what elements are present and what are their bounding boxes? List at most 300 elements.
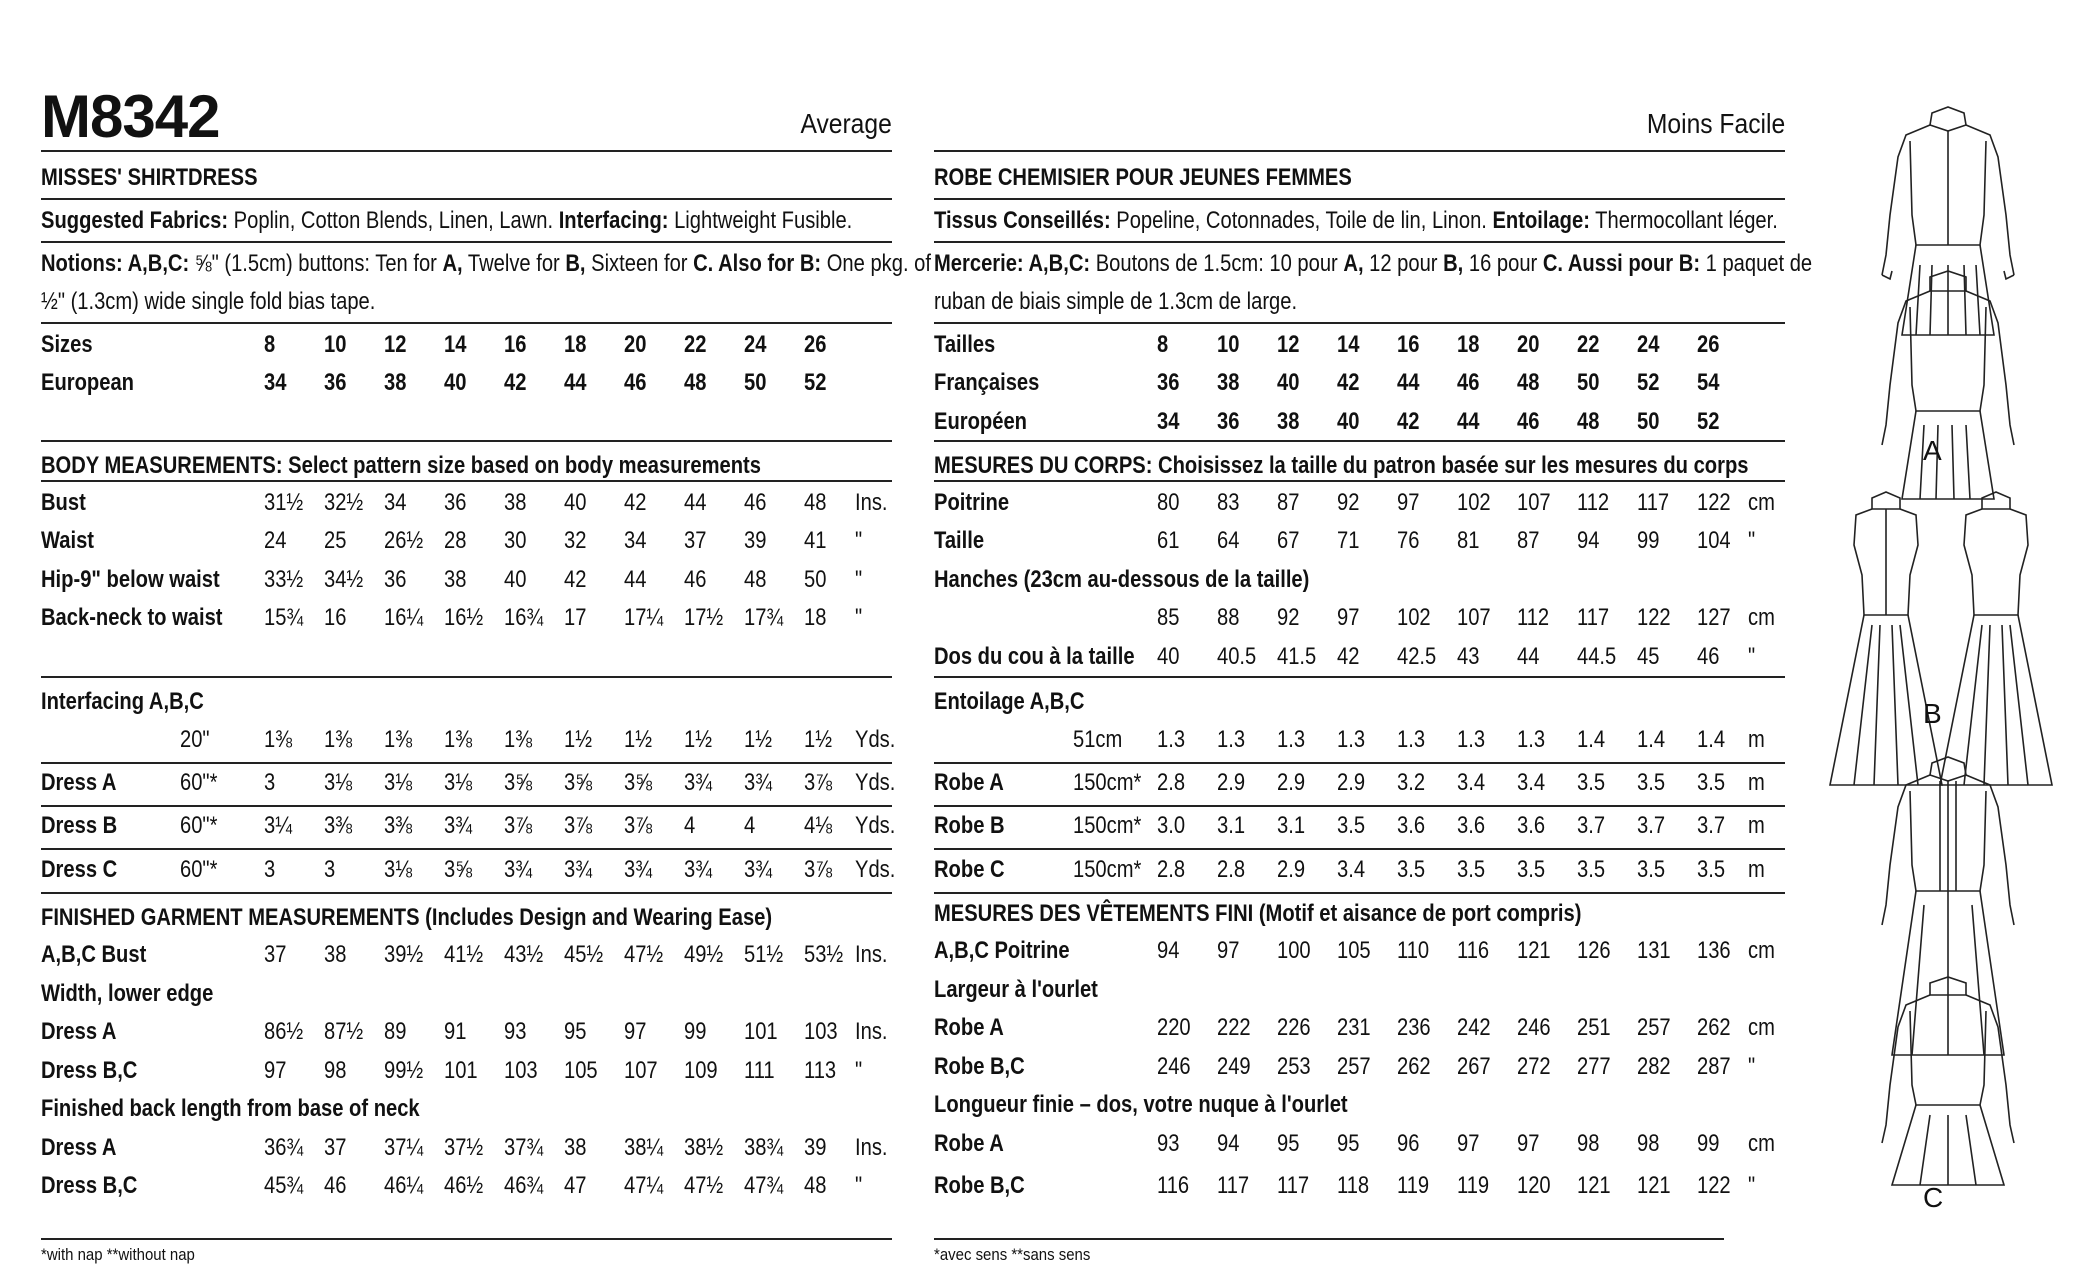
measurement-value: 37¾ — [504, 1134, 544, 1161]
measurement-value: 43 — [1457, 643, 1480, 670]
measurement-value: 24 — [744, 331, 767, 358]
row-label: Robe B,C — [934, 1053, 1025, 1080]
measurement-value: 40 — [1157, 643, 1180, 670]
measurement-value: 2.8 — [1217, 856, 1246, 883]
measurement-value: 249 — [1217, 1053, 1251, 1080]
measurement-value: 97 — [624, 1018, 647, 1045]
measurement-value: 3¾ — [744, 769, 773, 796]
measurement-value: 51½ — [744, 941, 784, 968]
finished-measurements-header: FINISHED GARMENT MEASUREMENTS (Includes Design and Wearing Ease) — [41, 904, 773, 931]
measurement-value: 3⅛ — [384, 769, 413, 796]
view-b-front-sketch — [1830, 492, 1942, 785]
row-label: Dress C — [41, 856, 118, 883]
measurement-value: 26½ — [384, 527, 424, 554]
row-label: Dress A — [41, 1134, 117, 1161]
divider — [934, 848, 1785, 850]
measurement-value: 262 — [1697, 1014, 1731, 1041]
measurement-value: 101 — [444, 1057, 478, 1084]
measurement-value: 81 — [1457, 527, 1480, 554]
measurement-value: 50 — [1637, 408, 1660, 435]
measurement-value: 109 — [684, 1057, 718, 1084]
fabrics-label: Suggested Fabrics: — [41, 207, 229, 234]
measurement-value: 25 — [324, 527, 347, 554]
measurement-value: 112 — [1577, 489, 1610, 516]
measurement-value: 95 — [1337, 1130, 1360, 1157]
pattern-title: ROBE CHEMISIER POUR JEUNES FEMMES — [934, 164, 1352, 191]
measurement-value: 107 — [1457, 604, 1491, 631]
measurement-value: 87 — [1517, 527, 1540, 554]
measurement-value: 17¾ — [744, 604, 784, 631]
measurement-value: 3.6 — [1457, 812, 1486, 839]
notions-segment: Sixteen for — [585, 250, 694, 277]
row-label: A,B,C Poitrine — [934, 937, 1070, 964]
measurement-value: 3⅞ — [564, 812, 593, 839]
measurement-value: 30 — [504, 527, 527, 554]
measurement-value: 257 — [1637, 1014, 1671, 1041]
suggested-fabrics — [934, 207, 1778, 235]
measurement-value: 89 — [384, 1018, 407, 1045]
notions-segment: 12 pour — [1363, 250, 1444, 277]
measurement-value: 231 — [1337, 1014, 1371, 1041]
measurement-value: 1.4 — [1637, 726, 1666, 753]
divider — [41, 1238, 892, 1240]
suggested-fabrics — [41, 207, 852, 235]
measurement-value: 105 — [1337, 937, 1371, 964]
measurement-value: 2.8 — [1157, 856, 1186, 883]
notions-segment: 16 pour — [1463, 250, 1543, 277]
measurement-value: 34½ — [324, 566, 364, 593]
measurement-value: 46½ — [444, 1172, 484, 1199]
measurement-value: 1⅜ — [264, 726, 293, 753]
measurement-value: 34 — [384, 489, 407, 516]
notions-segment: C. Aussi pour B: — [1542, 250, 1701, 277]
measurement-value: 46 — [1697, 643, 1720, 670]
divider — [934, 150, 1785, 152]
measurement-value: 12 — [1277, 331, 1300, 358]
measurement-value: 22 — [1577, 331, 1600, 358]
divider — [41, 322, 892, 324]
measurement-value: 121 — [1637, 1172, 1671, 1199]
unit-label: " — [1748, 1172, 1756, 1199]
unit-label: Yds. — [855, 726, 896, 753]
measurement-value: 3.5 — [1337, 812, 1366, 839]
measurement-value: 1.4 — [1577, 726, 1606, 753]
measurement-value: 3.5 — [1517, 856, 1546, 883]
measurement-value: 17 — [564, 604, 587, 631]
measurement-value: 3.5 — [1577, 856, 1606, 883]
fabric-width: 20" — [180, 726, 210, 753]
measurement-value: 18 — [564, 331, 587, 358]
measurement-value: 3.2 — [1397, 769, 1426, 796]
divider — [934, 762, 1785, 764]
measurement-value: 40 — [444, 369, 467, 396]
notions-line-1 — [934, 250, 1812, 278]
measurement-value: 3¾ — [564, 856, 593, 883]
measurement-value: 40 — [1277, 369, 1300, 396]
measurement-value: 3¾ — [744, 856, 773, 883]
measurement-value: 3¾ — [444, 812, 473, 839]
measurement-value: 97 — [1457, 1130, 1480, 1157]
measurement-value: 39½ — [384, 941, 424, 968]
row-label: Dos du cou à la taille — [934, 643, 1135, 670]
measurement-value: 46¾ — [504, 1172, 544, 1199]
interfacing-label: Entoilage: — [1492, 207, 1590, 234]
measurement-value: 47½ — [624, 941, 664, 968]
measurement-value: 3.6 — [1517, 812, 1546, 839]
view-a-front-sketch — [1882, 107, 2014, 335]
measurement-value: 64 — [1217, 527, 1240, 554]
notions-segment: Boutons de 1.5cm: 10 pour — [1090, 250, 1344, 277]
measurement-value: 46 — [744, 489, 767, 516]
divider — [934, 805, 1785, 807]
measurement-value: 97 — [1397, 489, 1420, 516]
measurement-value: 3⅜ — [384, 812, 413, 839]
measurement-value: 1.3 — [1457, 726, 1486, 753]
measurement-value: 39 — [804, 1134, 827, 1161]
measurement-value: 40 — [564, 489, 587, 516]
measurement-value: 246 — [1157, 1053, 1191, 1080]
measurement-value: 92 — [1337, 489, 1360, 516]
measurement-value: 42.5 — [1397, 643, 1437, 670]
measurement-value: 3.5 — [1637, 856, 1666, 883]
measurement-value: 52 — [1697, 408, 1720, 435]
measurement-value: 47 — [564, 1172, 587, 1199]
measurement-value: 32 — [564, 527, 587, 554]
measurement-value: 52 — [804, 369, 827, 396]
row-label: Robe A — [934, 1014, 1004, 1041]
notions-line-1 — [41, 250, 931, 278]
measurement-value: 10 — [1217, 331, 1240, 358]
measurement-value: 3⅛ — [444, 769, 473, 796]
view-label-c: C — [1923, 1182, 1944, 1213]
measurement-value: 3⅜ — [324, 812, 353, 839]
measurement-value: 122 — [1697, 1172, 1731, 1199]
measurement-value: 36 — [384, 566, 407, 593]
measurement-value: 1½ — [684, 726, 713, 753]
measurement-value: 36 — [1217, 408, 1240, 435]
measurement-value: 43½ — [504, 941, 544, 968]
measurement-value: 99 — [684, 1018, 707, 1045]
unit-label: Ins. — [855, 1134, 888, 1161]
unit-label: m — [1748, 769, 1765, 796]
measurement-value: 122 — [1637, 604, 1671, 631]
measurement-value: 3⅝ — [444, 856, 473, 883]
measurement-value: 119 — [1457, 1172, 1490, 1199]
row-label: Robe B,C — [934, 1172, 1025, 1199]
divider — [41, 150, 892, 152]
measurement-value: 117 — [1277, 1172, 1310, 1199]
measurement-value: 1.3 — [1217, 726, 1246, 753]
measurement-value: 28 — [444, 527, 467, 554]
measurement-value: 39 — [744, 527, 767, 554]
measurement-value: 99½ — [384, 1057, 424, 1084]
measurement-value: 16¾ — [504, 604, 544, 631]
fabric-width: 51cm — [1073, 726, 1123, 753]
measurement-value: 102 — [1457, 489, 1491, 516]
measurement-value: 3⅞ — [804, 769, 833, 796]
measurement-value: 46 — [684, 566, 707, 593]
measurement-value: 48 — [804, 1172, 827, 1199]
measurement-value: 17½ — [684, 604, 724, 631]
measurement-value: 40.5 — [1217, 643, 1257, 670]
measurement-value: 45¾ — [264, 1172, 304, 1199]
measurement-value: 126 — [1577, 937, 1611, 964]
notions-segment: ⅝" (1.5cm) buttons: Ten for — [189, 250, 443, 277]
notions-segment: Also for B: — [713, 250, 822, 277]
measurement-value: 91 — [444, 1018, 467, 1045]
measurement-value: 3.1 — [1277, 812, 1306, 839]
unit-label: " — [1748, 1053, 1756, 1080]
measurement-value: 3⅞ — [804, 856, 833, 883]
notions-segment: Mercerie: A,B,C: — [934, 250, 1091, 277]
measurement-value: 88 — [1217, 604, 1240, 631]
measurement-value: 48 — [1517, 369, 1540, 396]
measurement-value: 226 — [1277, 1014, 1311, 1041]
measurement-value: 3⅝ — [504, 769, 533, 796]
measurement-value: 71 — [1337, 527, 1360, 554]
measurement-value: 86½ — [264, 1018, 304, 1045]
measurement-value: 3⅞ — [624, 812, 653, 839]
measurement-value: 36 — [444, 489, 467, 516]
measurement-value: 1.3 — [1277, 726, 1306, 753]
measurement-value: 3.5 — [1457, 856, 1486, 883]
measurement-value: 267 — [1457, 1053, 1491, 1080]
notions-line-2: ruban de biais simple de 1.3cm de large. — [934, 288, 1298, 315]
measurement-value: 117 — [1577, 604, 1610, 631]
dress-sketches — [1820, 95, 2075, 1215]
measurement-value: 44 — [1397, 369, 1420, 396]
unit-label: cm — [1748, 489, 1775, 516]
measurement-value: 36 — [324, 369, 347, 396]
measurement-value: 42 — [1397, 408, 1420, 435]
row-label: Robe B — [934, 812, 1005, 839]
measurement-value: 34 — [624, 527, 647, 554]
row-label: Taille — [934, 527, 985, 554]
measurement-value: 87½ — [324, 1018, 364, 1045]
measurement-value: 44.5 — [1577, 643, 1617, 670]
unit-label: Ins. — [855, 1018, 888, 1045]
measurement-value: 10 — [324, 331, 347, 358]
notions-segment: A, — [442, 250, 463, 277]
notions-segment: 1 paquet de — [1700, 250, 1813, 277]
measurement-value: 16 — [324, 604, 347, 631]
row-label: Françaises — [934, 369, 1040, 396]
row-label: Finished back length from base of neck — [41, 1095, 420, 1122]
measurement-value: 1½ — [744, 726, 773, 753]
measurement-value: 37½ — [444, 1134, 484, 1161]
measurement-value: 236 — [1397, 1014, 1431, 1041]
measurement-value: 46 — [1457, 369, 1480, 396]
row-label: Largeur à l'ourlet — [934, 976, 1098, 1003]
divider — [934, 892, 1785, 894]
measurement-value: 117 — [1217, 1172, 1250, 1199]
interfacing-label: Interfacing: — [558, 207, 669, 234]
unit-label: m — [1748, 812, 1765, 839]
measurement-value: 3 — [264, 769, 276, 796]
measurement-value: 45½ — [564, 941, 604, 968]
measurement-value: 111 — [744, 1057, 775, 1084]
measurement-value: 47½ — [684, 1172, 724, 1199]
measurement-value: 37¼ — [384, 1134, 424, 1161]
divider — [41, 762, 892, 764]
measurement-value: 112 — [1517, 604, 1550, 631]
measurement-value: 118 — [1337, 1172, 1370, 1199]
row-label: Dress B,C — [41, 1172, 138, 1199]
body-measurements-header: MESURES DU CORPS: Choisissez la taille du patron basée sur les mesures du corps — [934, 452, 1749, 479]
unit-label: " — [855, 527, 863, 554]
measurement-value: 16 — [1397, 331, 1420, 358]
pattern-title: MISSES' SHIRTDRESS — [41, 164, 258, 191]
measurement-value: 50 — [744, 369, 767, 396]
row-label: European — [41, 369, 134, 396]
measurement-value: 1½ — [624, 726, 653, 753]
measurement-value: 282 — [1637, 1053, 1671, 1080]
measurement-value: 87 — [1277, 489, 1300, 516]
measurement-value: 3¾ — [624, 856, 653, 883]
divider — [934, 676, 1785, 678]
finished-measurements-header: MESURES DES VÊTEMENTS FINI (Motif et aisance de port compris) — [934, 900, 1582, 927]
measurement-value: 80 — [1157, 489, 1180, 516]
measurement-value: 107 — [624, 1057, 658, 1084]
measurement-value: 127 — [1697, 604, 1731, 631]
divider — [934, 1238, 1724, 1240]
unit-label: cm — [1748, 604, 1775, 631]
difficulty-level: Average — [800, 108, 892, 139]
notions-segment: C. — [693, 250, 714, 277]
divider — [41, 892, 892, 894]
row-label: Dress B,C — [41, 1057, 138, 1084]
fabric-width: 60"* — [180, 812, 218, 839]
measurement-value: 105 — [564, 1057, 598, 1084]
measurement-value: 1⅜ — [504, 726, 533, 753]
unit-label: cm — [1748, 1130, 1775, 1157]
measurement-value: 41½ — [444, 941, 484, 968]
measurement-value: 85 — [1157, 604, 1180, 631]
divider — [934, 440, 1785, 442]
measurement-value: 3.5 — [1697, 769, 1726, 796]
measurement-value: 46 — [324, 1172, 347, 1199]
view-illustrations — [1820, 95, 2075, 1215]
measurement-value: 2.9 — [1277, 856, 1306, 883]
measurement-value: 277 — [1577, 1053, 1611, 1080]
row-label: Hanches (23cm au-dessous de la taille) — [934, 566, 1310, 593]
measurement-value: 44 — [684, 489, 707, 516]
measurement-value: 3.4 — [1517, 769, 1546, 796]
measurement-value: 49½ — [684, 941, 724, 968]
measurement-value: 31½ — [264, 489, 304, 516]
unit-label: Yds. — [855, 856, 896, 883]
measurement-value: 22 — [684, 331, 707, 358]
measurement-value: 4⅛ — [804, 812, 833, 839]
measurement-value: 41.5 — [1277, 643, 1317, 670]
measurement-value: 116 — [1457, 937, 1490, 964]
unit-label: Yds. — [855, 812, 896, 839]
measurement-value: 20 — [624, 331, 647, 358]
measurement-value: 38 — [504, 489, 527, 516]
pattern-number: M8342 — [41, 83, 220, 150]
measurement-value: 3.4 — [1337, 856, 1366, 883]
measurement-value: 116 — [1157, 1172, 1190, 1199]
measurement-value: 20 — [1517, 331, 1540, 358]
measurement-value: 220 — [1157, 1014, 1191, 1041]
unit-label: m — [1748, 726, 1765, 753]
measurement-value: 54 — [1697, 369, 1720, 396]
unit-label: Ins. — [855, 489, 888, 516]
measurement-value: 45 — [1637, 643, 1660, 670]
measurement-value: 3.5 — [1697, 856, 1726, 883]
row-label: A,B,C Bust — [41, 941, 147, 968]
measurement-value: 48 — [804, 489, 827, 516]
measurement-value: 38 — [324, 941, 347, 968]
measurement-value: 47¼ — [624, 1172, 664, 1199]
row-label: Dress B — [41, 812, 118, 839]
notions-segment: One pkg. of — [821, 250, 931, 277]
measurement-value: 262 — [1397, 1053, 1431, 1080]
measurement-value: 95 — [564, 1018, 587, 1045]
unit-label: " — [855, 1172, 863, 1199]
measurement-value: 38 — [444, 566, 467, 593]
measurement-value: 2.9 — [1337, 769, 1366, 796]
divider — [934, 322, 1785, 324]
measurement-value: 3.7 — [1697, 812, 1726, 839]
measurement-value: 1½ — [804, 726, 833, 753]
measurement-value: 117 — [1637, 489, 1670, 516]
measurement-value: 38 — [1277, 408, 1300, 435]
view-label-b: B — [1923, 698, 1942, 729]
measurement-value: 44 — [624, 566, 647, 593]
row-label: Hip-9" below waist — [41, 566, 220, 593]
row-label: Dress A — [41, 1018, 117, 1045]
measurement-value: 242 — [1457, 1014, 1491, 1041]
measurement-value: 1⅜ — [324, 726, 353, 753]
interfacing-header: Entoilage A,B,C — [934, 688, 1085, 715]
measurement-value: 3¾ — [504, 856, 533, 883]
measurement-value: 26 — [1697, 331, 1720, 358]
measurement-value: 3.1 — [1217, 812, 1246, 839]
measurement-value: 34 — [1157, 408, 1180, 435]
measurement-value: 83 — [1217, 489, 1240, 516]
measurement-value: 131 — [1637, 937, 1671, 964]
divider — [934, 480, 1785, 482]
measurement-value: 95 — [1277, 1130, 1300, 1157]
interfacing-text: Thermocollant léger. — [1589, 207, 1778, 234]
measurement-value: 17¼ — [624, 604, 664, 631]
unit-label: " — [1748, 527, 1756, 554]
row-label: Dress A — [41, 769, 117, 796]
measurement-value: 1.3 — [1517, 726, 1546, 753]
measurement-value: 42 — [504, 369, 527, 396]
measurement-value: 3.7 — [1637, 812, 1666, 839]
measurement-value: 36 — [1157, 369, 1180, 396]
measurement-value: 67 — [1277, 527, 1300, 554]
row-label: Back-neck to waist — [41, 604, 223, 631]
measurement-value: 3.4 — [1457, 769, 1486, 796]
measurement-value: 94 — [1577, 527, 1600, 554]
measurement-value: 2.8 — [1157, 769, 1186, 796]
measurement-value: 48 — [744, 566, 767, 593]
measurement-value: 3.5 — [1637, 769, 1666, 796]
footnote: *avec sens **sans sens — [934, 1245, 1091, 1264]
view-label-a: A — [1923, 435, 1942, 466]
measurement-value: 38 — [564, 1134, 587, 1161]
measurement-value: 44 — [564, 369, 587, 396]
measurement-value: 96 — [1397, 1130, 1420, 1157]
measurement-value: 16 — [504, 331, 527, 358]
divider — [934, 198, 1785, 200]
measurement-value: 1.4 — [1697, 726, 1726, 753]
measurement-value: 113 — [804, 1057, 837, 1084]
measurement-value: 100 — [1277, 937, 1311, 964]
